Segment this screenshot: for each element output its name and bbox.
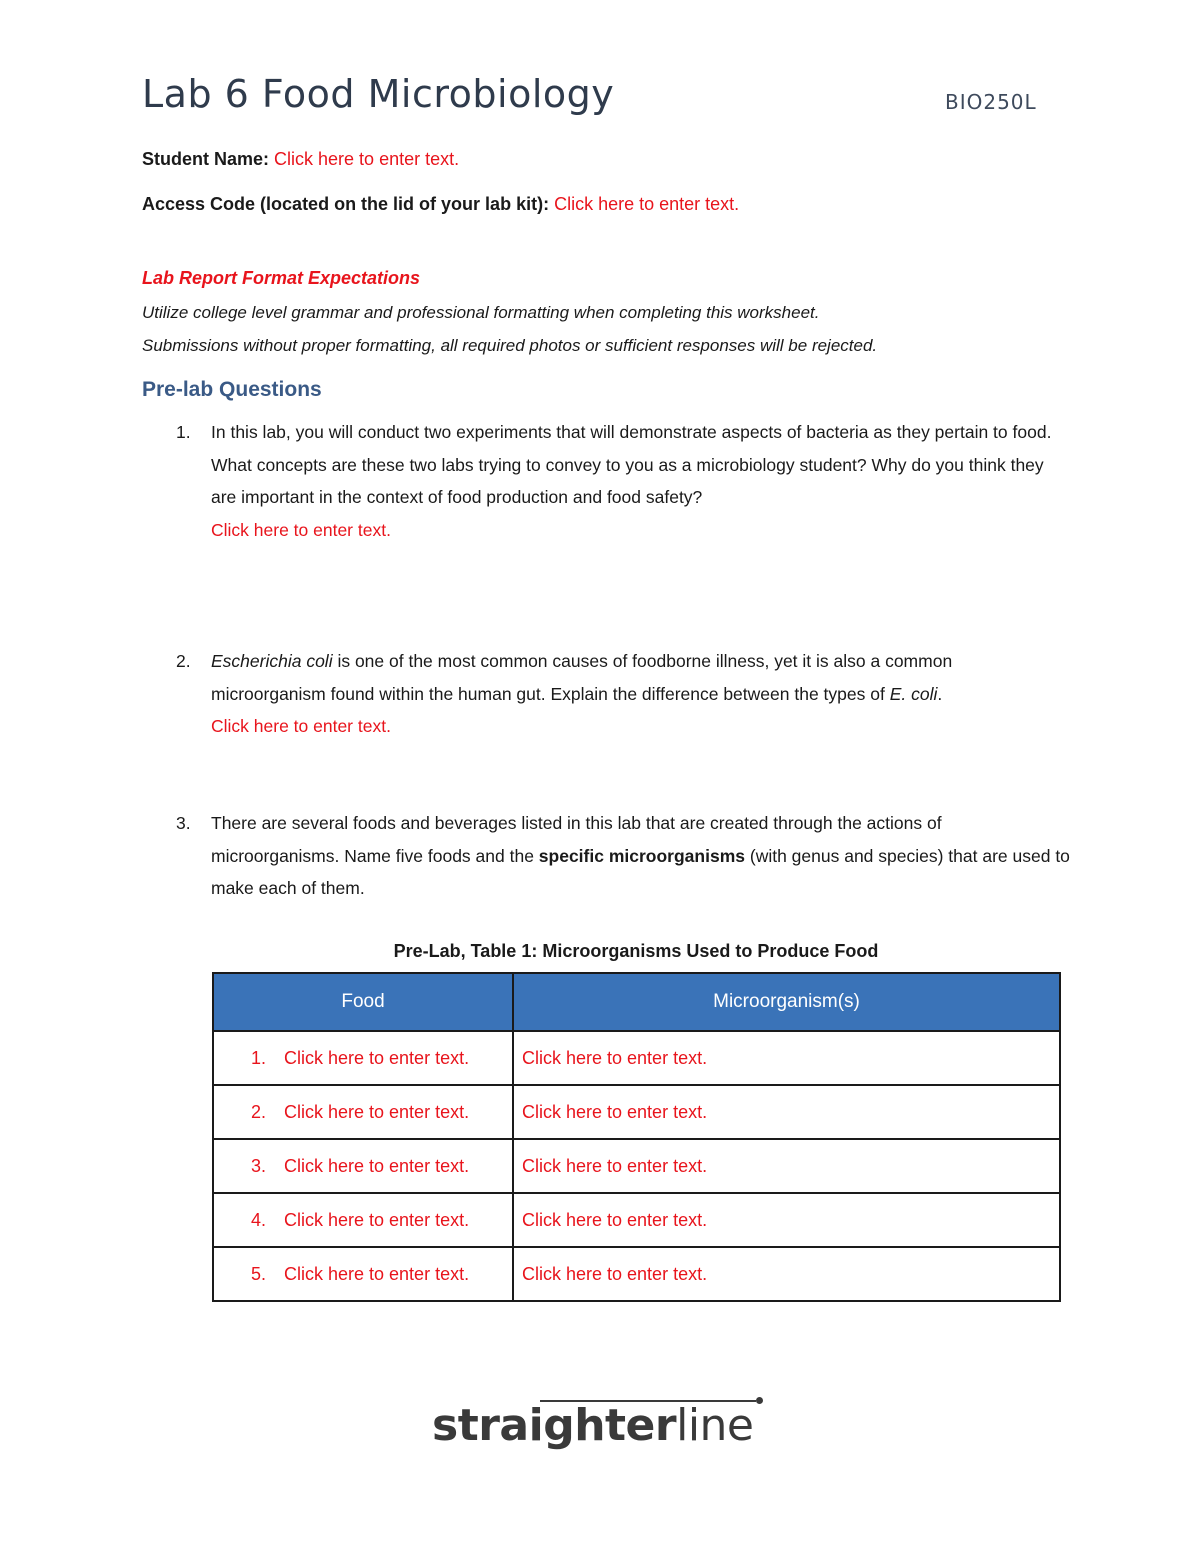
row-number: 2.	[250, 1101, 266, 1122]
question-3-text-end: (with genus and species) that are used to make each of them.	[211, 845, 1070, 898]
table-row	[213, 1139, 1060, 1193]
straighterline-logo	[432, 1398, 762, 1468]
question-2	[176, 645, 1076, 745]
question-1-text: In this lab, you will conduct two experiments that will demonstrate aspects of bacteria as they pertain to food. What concepts are these two labs trying to convey to you as a microbiology student? Why do you think they are important in the context of food production and food safety?	[211, 422, 1052, 507]
logo-text-thin: line	[676, 1400, 754, 1451]
food-cell[interactable]	[213, 1139, 513, 1193]
food-cell[interactable]	[213, 1247, 513, 1301]
table-header-food: Food	[213, 973, 513, 1031]
question-3-bold-text: specific microorganisms	[538, 845, 745, 866]
question-2-species-name: Escherichia coli	[211, 651, 333, 671]
student-name-field[interactable]: Click here to enter text.	[274, 149, 460, 169]
question-1-answer-field[interactable]: Click here to enter text.	[211, 519, 391, 540]
row-number: 1.	[250, 1047, 266, 1068]
logo-text-bold: straighter	[432, 1400, 677, 1451]
table-row	[213, 1193, 1060, 1247]
row-number: 3.	[250, 1155, 266, 1176]
food-cell[interactable]	[213, 1085, 513, 1139]
microorganism-field[interactable]: Click here to enter text.	[513, 1247, 1060, 1301]
student-name-label: Student Name:	[142, 149, 270, 169]
question-3-text: There are several foods and beverages listed in this lab that are created through the actions of microorganisms. Name five foods and the	[211, 813, 942, 866]
food-field[interactable]: Click here to enter text.	[284, 1101, 470, 1122]
food-field[interactable]: Click here to enter text.	[284, 1155, 470, 1176]
microorganism-field[interactable]: Click here to enter text.	[513, 1031, 1060, 1085]
course-code: BIO250L	[945, 90, 1037, 114]
student-name-row	[142, 149, 459, 170]
expectations-line-1: Utilize college level grammar and professional formatting when completing this worksheet.	[142, 303, 820, 322]
table-caption: Pre-Lab, Table 1: Microorganisms Used to Produce Food	[393, 941, 879, 961]
expectations-title: Lab Report Format Expectations	[142, 268, 421, 288]
question-3	[176, 807, 1076, 907]
question-2-answer-field[interactable]: Click here to enter text.	[211, 716, 391, 736]
microorganism-table	[212, 972, 1061, 1302]
microorganism-field[interactable]: Click here to enter text.	[513, 1085, 1060, 1139]
question-2-text-end: .	[937, 683, 943, 704]
expectations-line-2: Submissions without proper formatting, all required photos or sufficient responses will be rejected.	[142, 336, 878, 355]
question-2-number: 2.	[176, 651, 191, 671]
table-header-row	[213, 973, 1060, 1031]
question-3-number: 3.	[176, 813, 191, 833]
microorganism-field[interactable]: Click here to enter text.	[513, 1139, 1060, 1193]
table-row	[213, 1085, 1060, 1139]
question-2-species-abbrev: E. coli	[889, 683, 938, 704]
food-cell[interactable]	[213, 1193, 513, 1247]
logo-wordmark	[432, 1400, 754, 1451]
access-code-label: Access Code (located on the lid of your lab kit):	[142, 194, 550, 214]
logo-dot	[756, 1397, 763, 1404]
row-number: 4.	[250, 1209, 266, 1230]
table-row	[213, 1247, 1060, 1301]
question-1	[176, 416, 1076, 586]
food-cell[interactable]	[213, 1031, 513, 1085]
page-title: Lab 6 Food Microbiology	[142, 72, 615, 116]
prelab-heading: Pre-lab Questions	[142, 378, 322, 401]
microorganism-field[interactable]: Click here to enter text.	[513, 1193, 1060, 1247]
row-number: 5.	[250, 1263, 266, 1284]
food-field[interactable]: Click here to enter text.	[284, 1047, 470, 1068]
access-code-field[interactable]: Click here to enter text.	[554, 194, 740, 214]
question-1-number: 1.	[176, 422, 191, 442]
food-field[interactable]: Click here to enter text.	[284, 1209, 470, 1230]
access-code-row	[142, 194, 739, 215]
food-field[interactable]: Click here to enter text.	[284, 1263, 470, 1284]
table-header-microorganisms: Microorganism(s)	[513, 973, 1060, 1031]
question-2-text: is one of the most common causes of foodborne illness, yet it is also a common microorganism found within the human gut. Explain the difference between the types of	[211, 651, 953, 704]
table-row	[213, 1031, 1060, 1085]
